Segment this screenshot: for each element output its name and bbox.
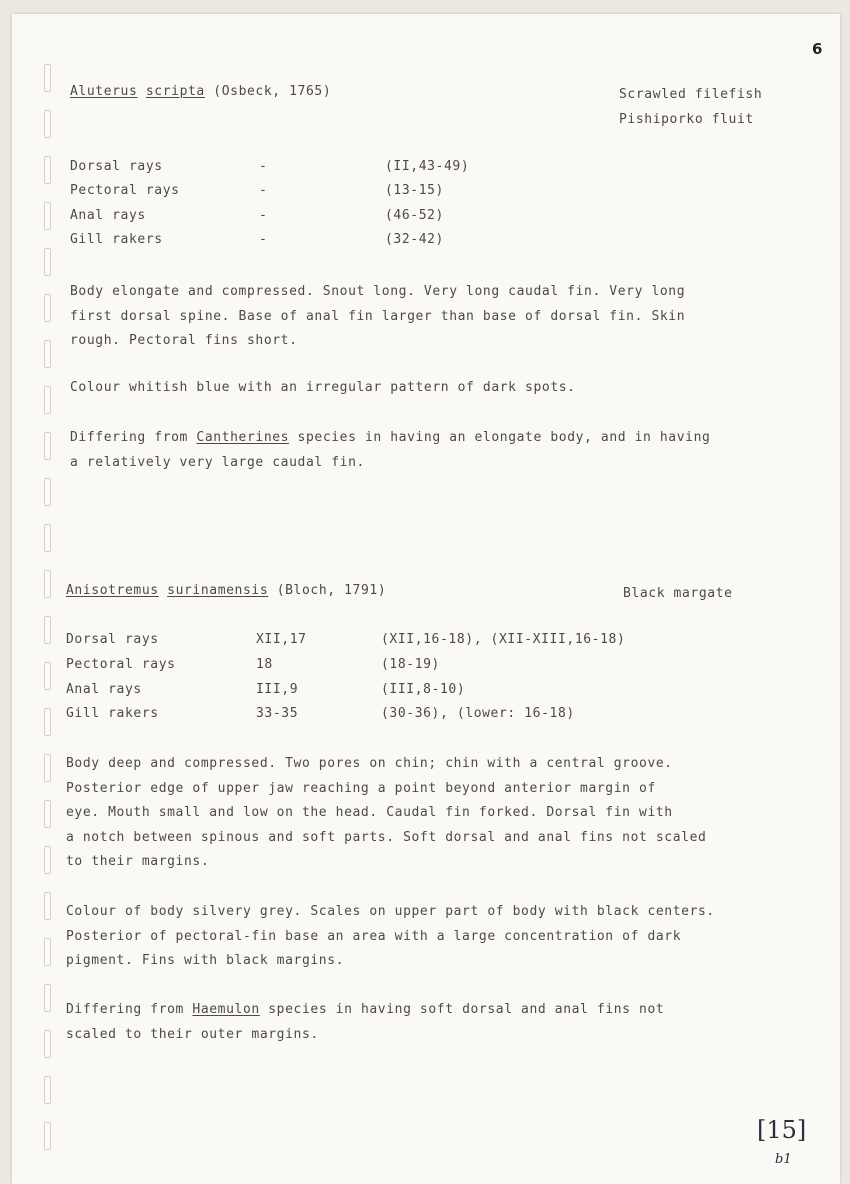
annotation-sub: b1 [775, 1152, 792, 1167]
binder-hole [44, 156, 51, 184]
count-label: Dorsal rays [66, 632, 159, 647]
text-line: scaled to their outer margins. [66, 1026, 319, 1042]
text-line: pigment. Fins with black margins. [66, 953, 345, 968]
binder-hole [44, 846, 51, 874]
count-value: III,9 [256, 682, 299, 697]
text-line [70, 426, 710, 451]
text-line: Colour of body silvery grey. Scales on upper part of body with black centers. [66, 904, 715, 919]
differing-paragraph [70, 426, 710, 475]
text-line: a relatively very large caudal fin. [70, 454, 365, 470]
count-value: - [259, 159, 268, 174]
text-line: eye. Mouth small and low on the head. Caudal fin forked. Dorsal fin with [66, 805, 673, 820]
text-line: first dorsal spine. Base of anal fin larger than base of dorsal fin. Skin [70, 308, 686, 324]
species-epithet: scripta [145, 84, 205, 99]
count-range: (46-52) [385, 208, 444, 223]
binder-hole [44, 386, 51, 414]
binder-hole [44, 1030, 51, 1058]
binder-hole [44, 984, 51, 1012]
species-authority: (Osbeck, 1765) [213, 84, 332, 99]
text-fragment: species in having soft dorsal and anal fins not [259, 1002, 665, 1017]
binder-hole [44, 1122, 51, 1150]
text-fragment: species in having an elongate body, and in having [289, 430, 711, 445]
text-line [66, 998, 664, 1023]
genus-reference: Haemulon [192, 1002, 260, 1017]
count-range: (III,8-10) [381, 682, 466, 697]
species-authority: (Bloch, 1791) [276, 583, 387, 598]
colour-paragraph [66, 900, 715, 974]
binder-hole [44, 64, 51, 92]
text-line: Posterior of pectoral-fin base an area with a large concentration of dark [66, 928, 682, 944]
binder-hole [44, 202, 51, 230]
count-range: (XII,16-18), (XII-XIII,16-18) [381, 632, 626, 647]
text-line: Body elongate and compressed. Snout long. Very long caudal fin. Very long [70, 284, 686, 299]
binder-hole [44, 1076, 51, 1104]
species-epithet: surinamensis [167, 583, 269, 598]
genus-name: Aluterus [70, 84, 138, 99]
binder-hole [44, 754, 51, 782]
genus-name: Anisotremus [66, 583, 159, 598]
text-line: Body deep and compressed. Two pores on chin; chin with a central groove. [66, 756, 673, 771]
count-label: Anal rays [66, 682, 142, 697]
binder-hole [44, 248, 51, 276]
count-label: Pectoral rays [70, 183, 180, 198]
binder-holes [44, 64, 56, 1174]
common-name: Scrawled filefish [619, 87, 763, 102]
text-line: to their margins. [66, 854, 210, 869]
count-label: Anal rays [70, 208, 146, 223]
species-heading [70, 80, 331, 105]
binder-hole [44, 478, 51, 506]
count-range: (13-15) [385, 183, 444, 198]
binder-hole [44, 524, 51, 552]
count-value: - [259, 208, 268, 223]
count-label: Dorsal rays [70, 159, 163, 174]
differing-paragraph [66, 998, 664, 1047]
binder-hole [44, 662, 51, 690]
text-line: Posterior edge of upper jaw reaching a point beyond anterior margin of [66, 780, 656, 796]
text-line: Colour whitish blue with an irregular pattern of dark spots. [70, 380, 576, 395]
count-label: Gill rakers [70, 232, 163, 247]
text-fragment: Differing from [66, 1002, 193, 1017]
binder-hole [44, 616, 51, 644]
binder-hole [44, 432, 51, 460]
handwritten-annotation [757, 1116, 817, 1176]
common-name: Black margate [623, 586, 733, 601]
page-number: 6 [812, 40, 823, 58]
binder-hole [44, 892, 51, 920]
text-fragment: Differing from [70, 430, 197, 445]
annotation-bracket: [15] [757, 1116, 807, 1144]
count-value: 18 [256, 657, 273, 672]
common-name: Pishiporko fluit [619, 112, 754, 127]
count-range: (32-42) [385, 232, 444, 247]
binder-hole [44, 110, 51, 138]
count-value: XII,17 [256, 632, 307, 647]
count-label: Gill rakers [66, 706, 159, 721]
count-value: 33-35 [256, 706, 299, 721]
binder-hole [44, 294, 51, 322]
genus-reference: Cantherines [196, 430, 290, 445]
binder-hole [44, 938, 51, 966]
count-label: Pectoral rays [66, 657, 176, 672]
count-range: (18-19) [381, 657, 440, 672]
description-paragraph [66, 752, 706, 875]
binder-hole [44, 570, 51, 598]
species-heading [66, 579, 386, 604]
count-value: - [259, 183, 268, 198]
count-range: (II,43-49) [385, 159, 470, 174]
binder-hole [44, 800, 51, 828]
text-line: rough. Pectoral fins short. [70, 333, 298, 348]
binder-hole [44, 708, 51, 736]
colour-paragraph [70, 376, 576, 401]
binder-hole [44, 340, 51, 368]
count-value: - [259, 232, 268, 247]
count-range: (30-36), (lower: 16-18) [381, 706, 575, 721]
description-paragraph [70, 280, 685, 354]
text-line: a notch between spinous and soft parts. Soft dorsal and anal fins not scaled [66, 829, 707, 845]
